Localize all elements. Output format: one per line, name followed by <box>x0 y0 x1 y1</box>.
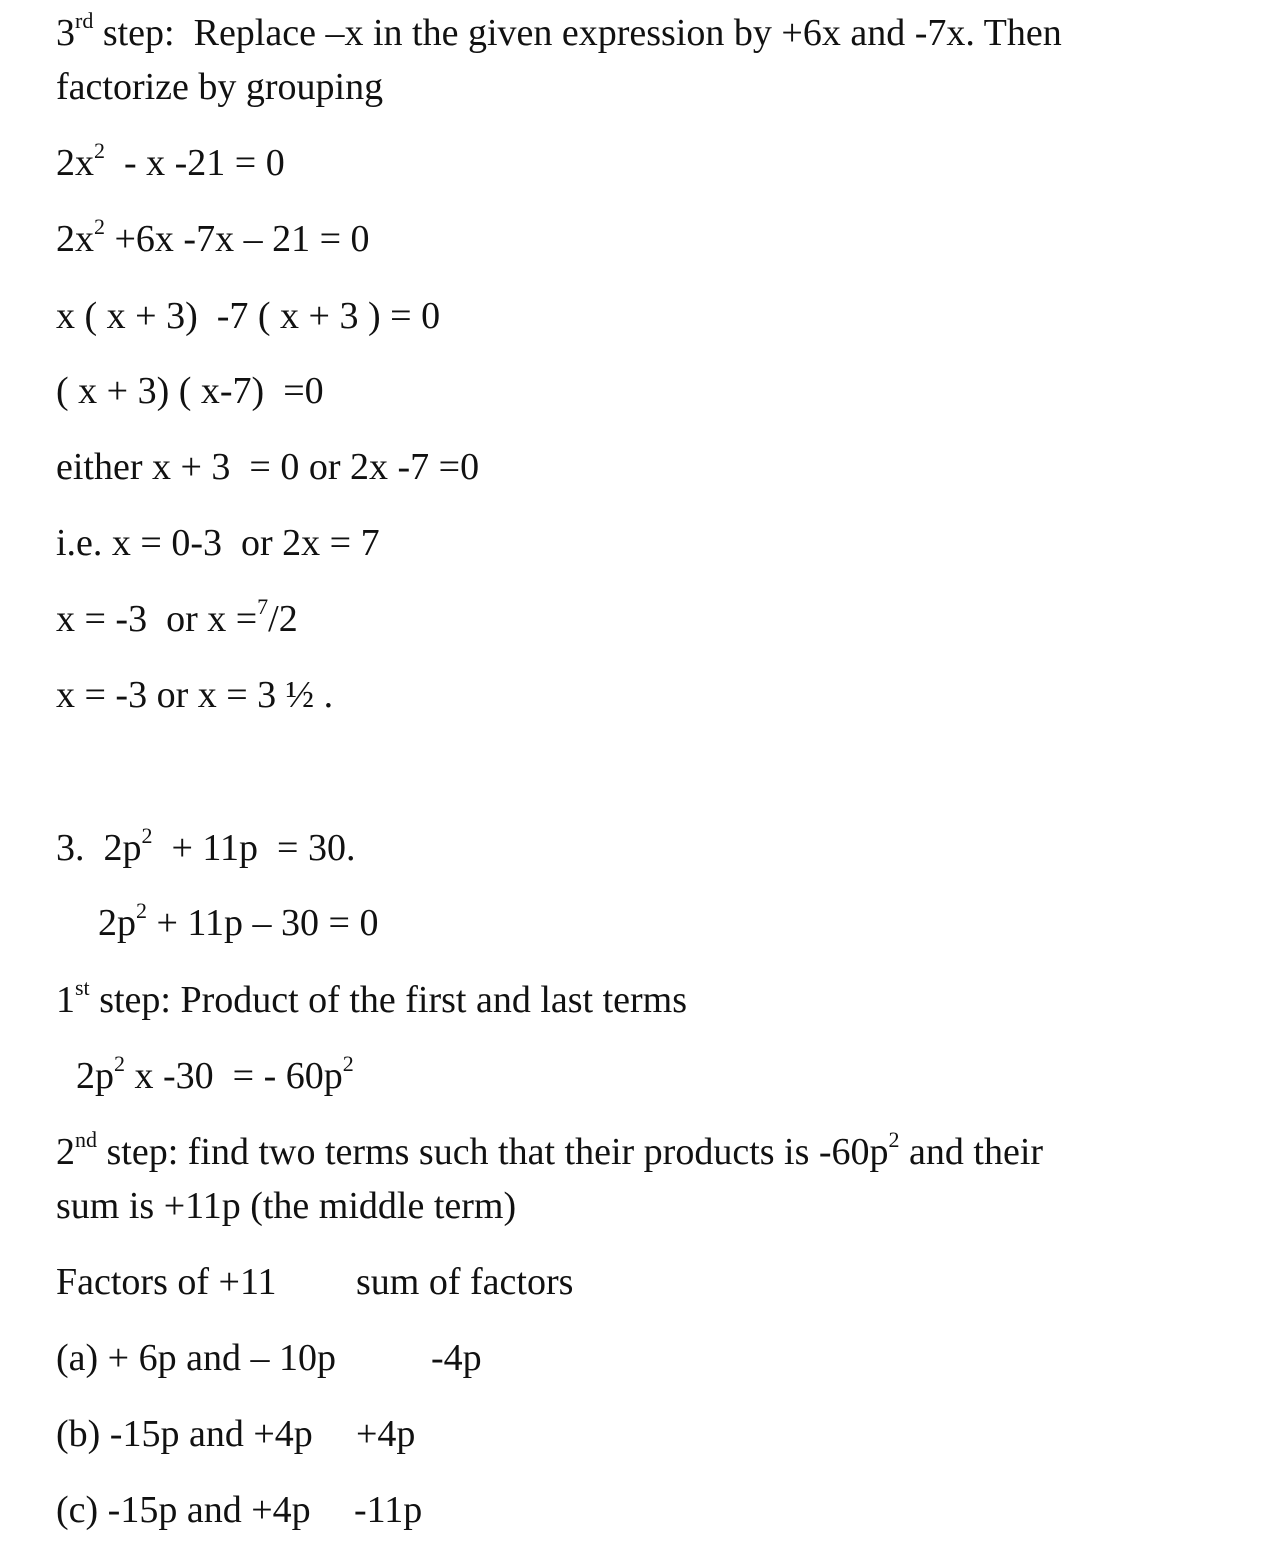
step3-line1: 3rd step: Replace –x in the given expression by +6x and -7x. Then <box>56 8 1062 54</box>
table-row: (a) + 6p and – 10p -4p <box>56 1337 482 1379</box>
step2-line1: 2nd step: find two terms such that their products is $-60p^2$ and their <box>56 1127 1044 1173</box>
equation-7: x = -3 or x =$^7$/2 <box>56 594 298 640</box>
equation-8: x = -3 or x = 3 ½ . <box>56 674 334 716</box>
equation-1: $2x^2$ - x -21 = 0 <box>56 138 285 184</box>
table-row: (c) -15p and +4p -11p <box>56 1489 423 1531</box>
step3-line2: factorize by grouping <box>56 66 384 108</box>
header-factors: Factors of +11 <box>56 1261 277 1303</box>
equation-5: either x + 3 = 0 or 2x -7 =0 <box>56 446 480 488</box>
equation-4: ( x + 3) ( x-7) =0 <box>56 370 324 412</box>
step2-line2: sum is +11p (the middle term) <box>56 1185 517 1227</box>
table-row: (b) -15p and +4p +4p <box>56 1413 416 1455</box>
equation-2: $2x^2 +6x$ -7x – 21 = 0 <box>56 214 370 260</box>
equation-6: i.e. x = 0-3 or 2x = 7 <box>56 522 380 564</box>
step1-calculation: $2p^2$ x -30 = - $60p^2$ <box>76 1051 354 1097</box>
header-sum: sum of factors <box>356 1261 574 1303</box>
problem-3-statement: 3. $2p^2 + 11p = 30$. <box>56 823 356 869</box>
equation-3: x ( x + 3) -7 ( x + 3 ) = 0 <box>56 295 441 337</box>
step1-heading: 1st step: Product of the first and last terms <box>56 975 688 1021</box>
problem-3-rearranged: $2p^2 + 11p - 30 = 0$ <box>98 898 379 944</box>
table-header <box>56 1263 573 1301</box>
